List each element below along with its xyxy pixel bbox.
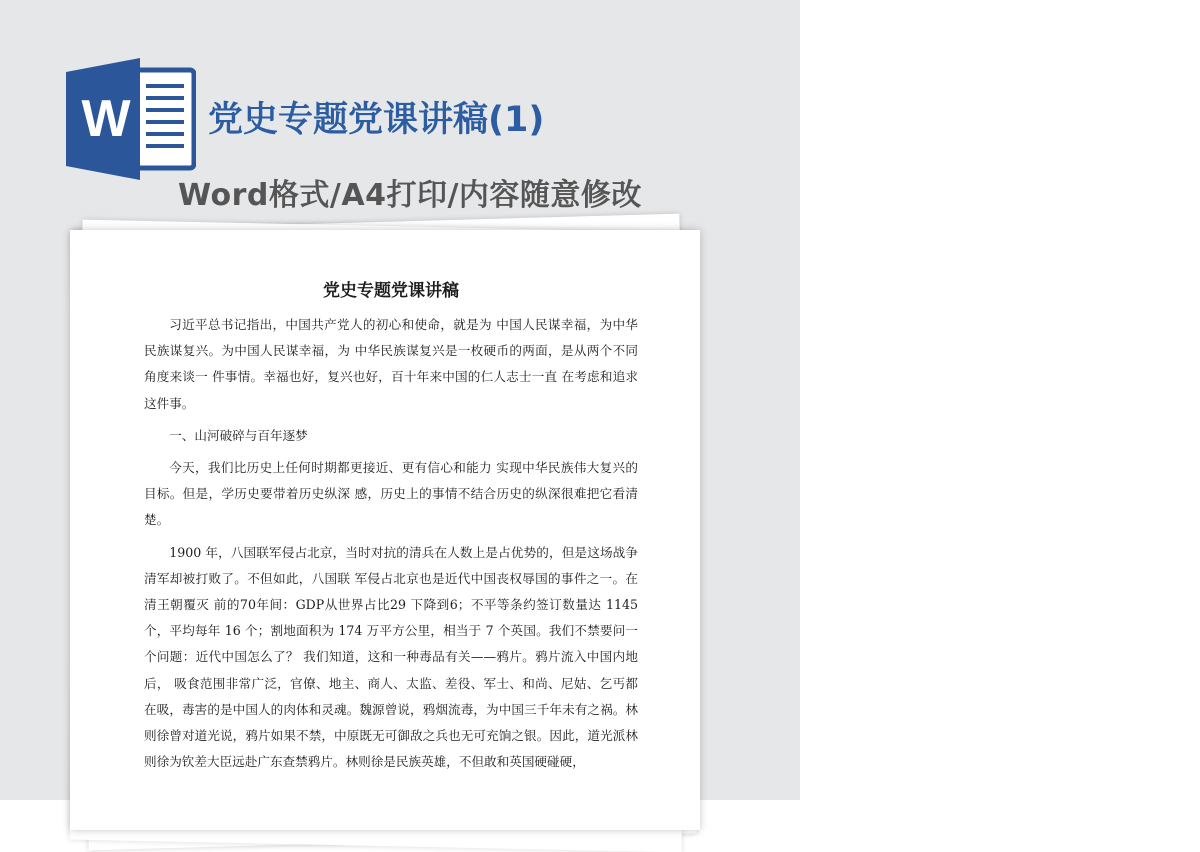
document-body (144, 276, 638, 781)
word-icon (66, 58, 196, 180)
page-title: 党史专题党课讲稿(1) (208, 100, 545, 140)
paragraph-3: 1900 年，八国联军侵占北京，当时对抗的清兵在人数上是占优势的，但是这场战争清军却被打败了。不但如此，八国联 军侵占北京也是近代中国丧权辱国的事件之一。在清王朝覆灭 前的70年间：GDP从世界占比29 下降到6；不平等条约签订数量达 1145 个，平均每年 16 个；割地面积为 174 万平方公里，相当于 7 个英国。我们不禁要问一个问题：近代中国怎么了？ 我们知道，这和一种毒品有关——鸦片。鸦片流入中国内地后， 吸食范围非常广泛，官僚、地主、商人、太监、差役、军士、和尚、尼姑、乞丐都在吸，毒害的是中国人的肉体和灵魂。魏源曾说，鸦烟流毒，为中国三千年未有之祸。林则徐曾对道光说，鸦片如果不禁，中原既无可御敌之兵也无可充饷之银。因此，道光派林则徐为钦差大臣远赴广东查禁鸦片。林则徐是民族英雄，不但敢和英国硬碰硬， (144, 544, 638, 770)
page-subtitle: Word格式/A4打印/内容随意修改 (178, 178, 642, 213)
paragraph-intro: 习近平总书记指出，中国共产党人的初心和使命，就是为 中国人民谋幸福，为中华民族谋复兴。为中国人民谋幸福，为 中华民族谋复兴是一枚硬币的两面，是从两个不同角度来谈一 件事情。幸福也好，复兴也好，百十年来中国的仁人志士一直 在考虑和追求这件事。 (144, 317, 638, 411)
paragraph-2: 今天，我们比历史上任何时期都更接近、更有信心和能力 实现中华民族伟大复兴的目标。但是，学历史要带着历史纵深 感，历史上的事情不结合历史的纵深很难把它看清楚。 (144, 460, 638, 528)
logo-letter: W (81, 90, 131, 148)
document-preview-page (70, 230, 700, 830)
section-heading-1: 一、山河破碎与百年逐梦 (169, 427, 308, 443)
document-heading: 党史专题党课讲稿 (323, 281, 459, 301)
white-right-area (800, 0, 1200, 800)
